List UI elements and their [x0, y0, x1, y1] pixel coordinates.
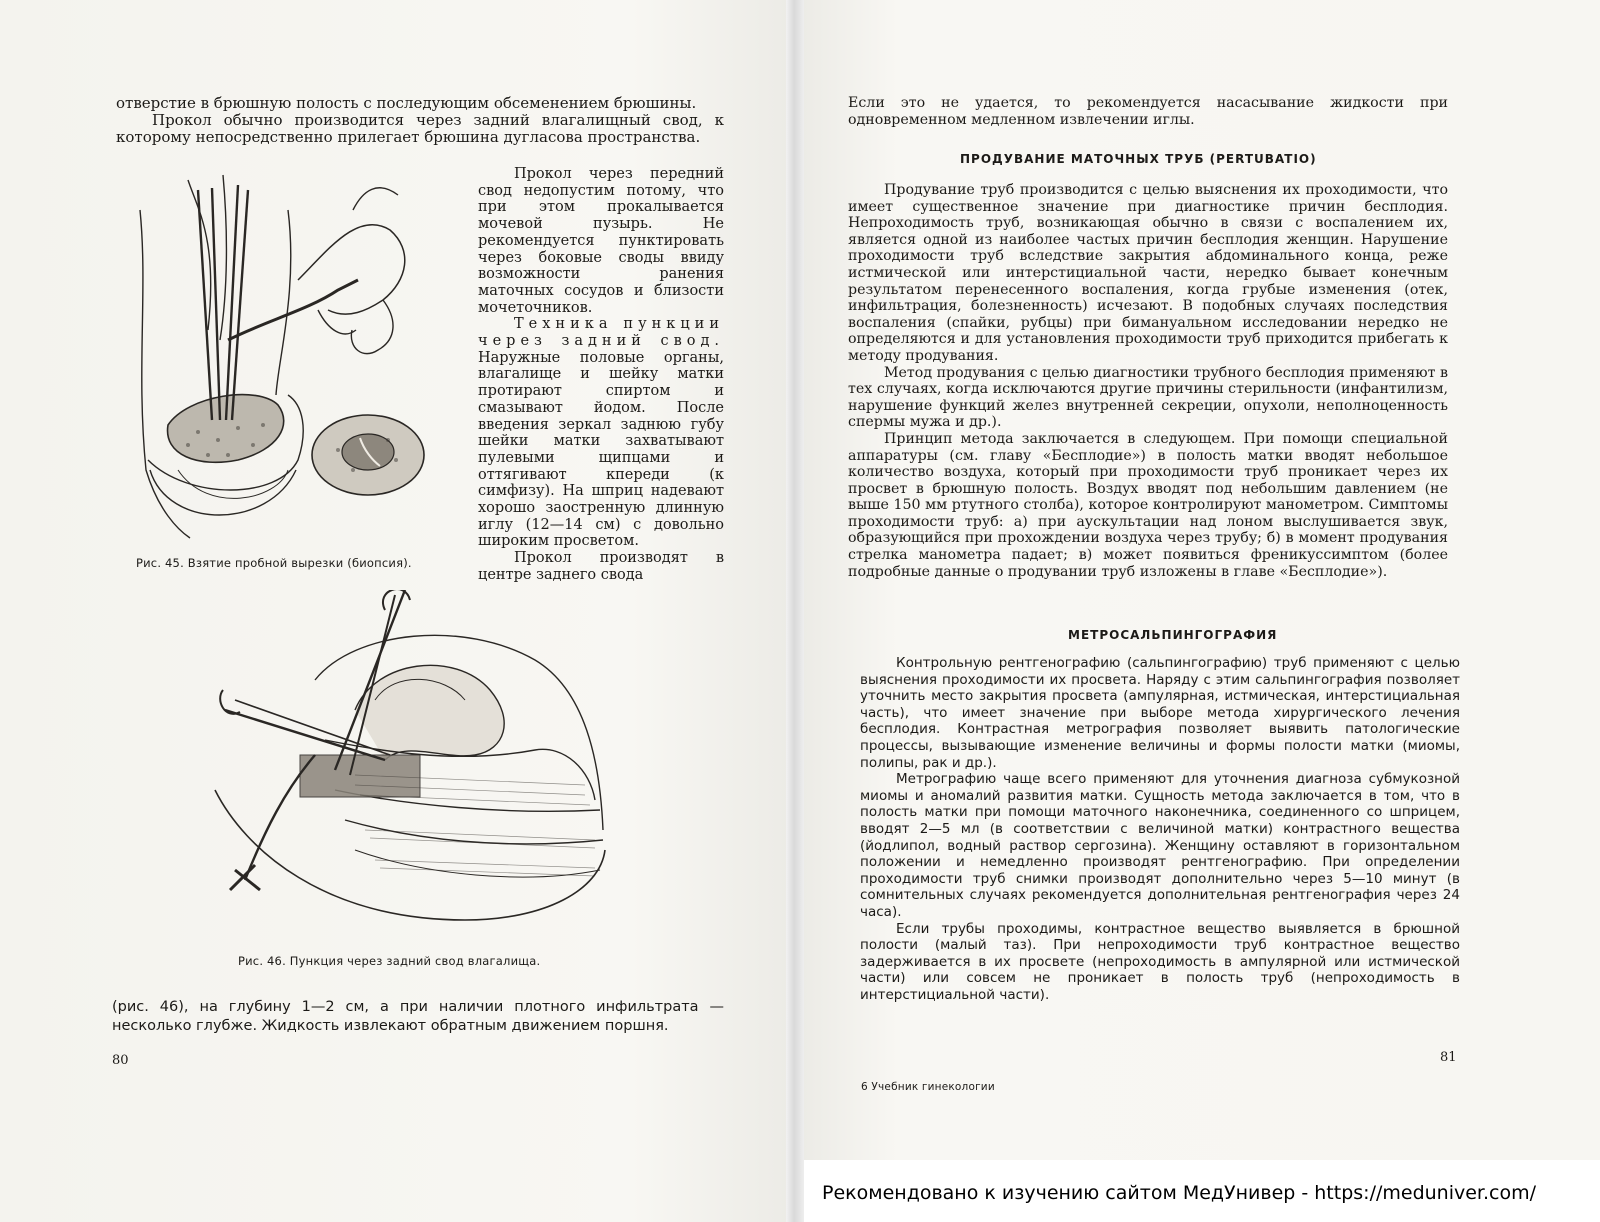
left-paragraph-6: (рис. 46), на глубину 1—2 см, а при наличии плотного инфильтрата — несколько глубже. Жидкость извлекают обратным движением поршня. [112, 999, 724, 1034]
right-page-number: 81 [1440, 1050, 1457, 1065]
left-paragraph-3: Прокол через передний свод недопустим потому, что при этом прокалывается мочевой пузырь. Не рекомендуется пунктировать через боковые своды ввиду возможности ранения маточных сосудов и близости мочеточников. [478, 166, 724, 316]
right-paragraph-5: Контрольную рентгенографию (сальпингографию) труб применяют с целью выяснения проходимости их просвета. Наряду с этим сальпингография позволяет уточнить место закрытия просвета (ампулярная, истмическая, интерстициальная часть), что имеет значение при выборе метода хирургического лечения бесплодия. Контрастная метрография позволяет выявить патологические процессы, вызывающие изменение величины и формы полости матки (миомы, полипы, рак и др.). [860, 655, 1460, 771]
left-paragraph-5: Прокол производят в центре заднего свода [478, 550, 724, 583]
right-paragraph-2: Продувание труб производится с целью выяснения их проходимости, что имеет существенное значение при диагностике причин бесплодия. Непроходимость труб, возникающая обычно в связи с воспалением их, является одной из наиболее частых причин бесплодия женщин. Нарушение проходимости труб вследствие закрытия абдоминального конца, реже истмической или интерстициальной части, нередко бывает конечным результатом перенесенного воспаления, когда грубые изменения (отек, инфильтрация, болезненность) исчезают. В подобных случаях последствия воспаления (спайки, рубцы) при бимануальном исследовании нередко не определяются и для установления проходимости труб приходится прибегать к методу продувания. [848, 182, 1448, 364]
right-metro-text [860, 655, 1460, 1003]
left-column-text [478, 166, 724, 584]
technique-title: Техника пункции через задний свод. [478, 316, 724, 350]
left-paragraph-4: Наружные половые органы, влагалище и шейку матки протирают спиртом и смазывают йодом. После введения зеркал заднюю губу шейки матки захватывают пулевыми щипцами и оттягивают кпереди (к симфизу). На шприц надевают хорошо заостренную длинную иглу (12—14 см) с довольно широким просветом. [478, 349, 724, 550]
right-paragraph-1: Если это не удается, то рекомендуется насасывание жидкости при одновременном медленном извлечении иглы. [848, 95, 1448, 128]
left-paragraph-1: отверстие в брюшную полость с последующим обсеменением брюшины. [116, 94, 697, 112]
heading-pertubatio: ПРОДУВАНИЕ МАТОЧНЫХ ТРУБ (PERTUBATIO) [960, 152, 1317, 166]
meduniver-watermark: Рекомендовано к изучению сайтом МедУнивер - https://meduniver.com/ [822, 1182, 1537, 1204]
right-paragraph-7: Если трубы проходимы, контрастное вещество выявляется в брюшной полости (малый таз). При непроходимости труб контрастное вещество задерживается в их просвете (непроходимость в ампулярной или истмической части) или совсем не проникает в полость труб (непроходимость в интерстициальной части). [860, 920, 1460, 1003]
book-spine [786, 0, 804, 1222]
left-paragraph-2: Прокол обычно производится через задний влагалищный свод, к которому непосредственно прилегает брюшина дугласова пространства. [116, 111, 724, 146]
figure-46-caption: Рис. 46. Пункция через задний свод влагалища. [238, 954, 541, 968]
right-paragraph-3: Метод продувания с целью диагностики трубного бесплодия применяют в тех случаях, когда исключаются другие причины стерильности (инфантилизм, нарушение функций желез внутренней секреции, опухоли, неполноценность спермы мужа и др.). [848, 364, 1448, 431]
figure-45-caption: Рис. 45. Взятие пробной вырезки (биопсия). [136, 556, 412, 570]
right-paragraph-6: Метрографию чаще всего применяют для уточнения диагноза субмукозной миомы и аномалий развития матки. Сущность метода заключается в том, что в полость матки при помощи маточного наконечника, соединенного со шприцем, вводят 2—5 мл (в соответствии с величиной матки) контрастного вещества (йодлипол, водный раствор сергозина). Женщину оставляют в горизонтальном положении и немедленно производят рентгенографию. При определении проходимости труб снимки производят дополнительно через 5—10 минут (в сомнительных случаях рекомендуется дополнительная рентгенография через 24 часа). [860, 771, 1460, 920]
right-pertubatio-text [848, 182, 1448, 580]
heading-metrosalpingography: МЕТРОСАЛЬПИНГОГРАФИЯ [1068, 628, 1278, 642]
figure-46-puncture-illustration [205, 590, 615, 930]
right-top-text [848, 95, 1448, 128]
right-paragraph-4: Принцип метода заключается в следующем. При помощи специальной аппаратуры (см. главу «Бесплодие») в полость матки вводят небольшое количество воздуха, который при проходимости труб проникает через их просвет в брюшную полость. Воздух вводят под небольшим давлением (не выше 150 мм ртутного столба), которое контролируют манометром. Симптомы проходимости труб: а) при аускультации над лоном выслушивается звук, образующийся при прохождении воздуха через трубу; б) в момент продувания стрелка манометра падает; в) может появиться френикуссимптом (более подробные данные о продувании труб изложены в главе «Бесплодие»). [848, 430, 1448, 580]
signature-line: 6 Учебник гинекологии [861, 1081, 995, 1093]
left-page-number: 80 [112, 1053, 129, 1068]
left-bottom-text [112, 998, 724, 1036]
figure-45-biopsy-illustration [128, 170, 473, 545]
left-top-text [116, 95, 724, 146]
